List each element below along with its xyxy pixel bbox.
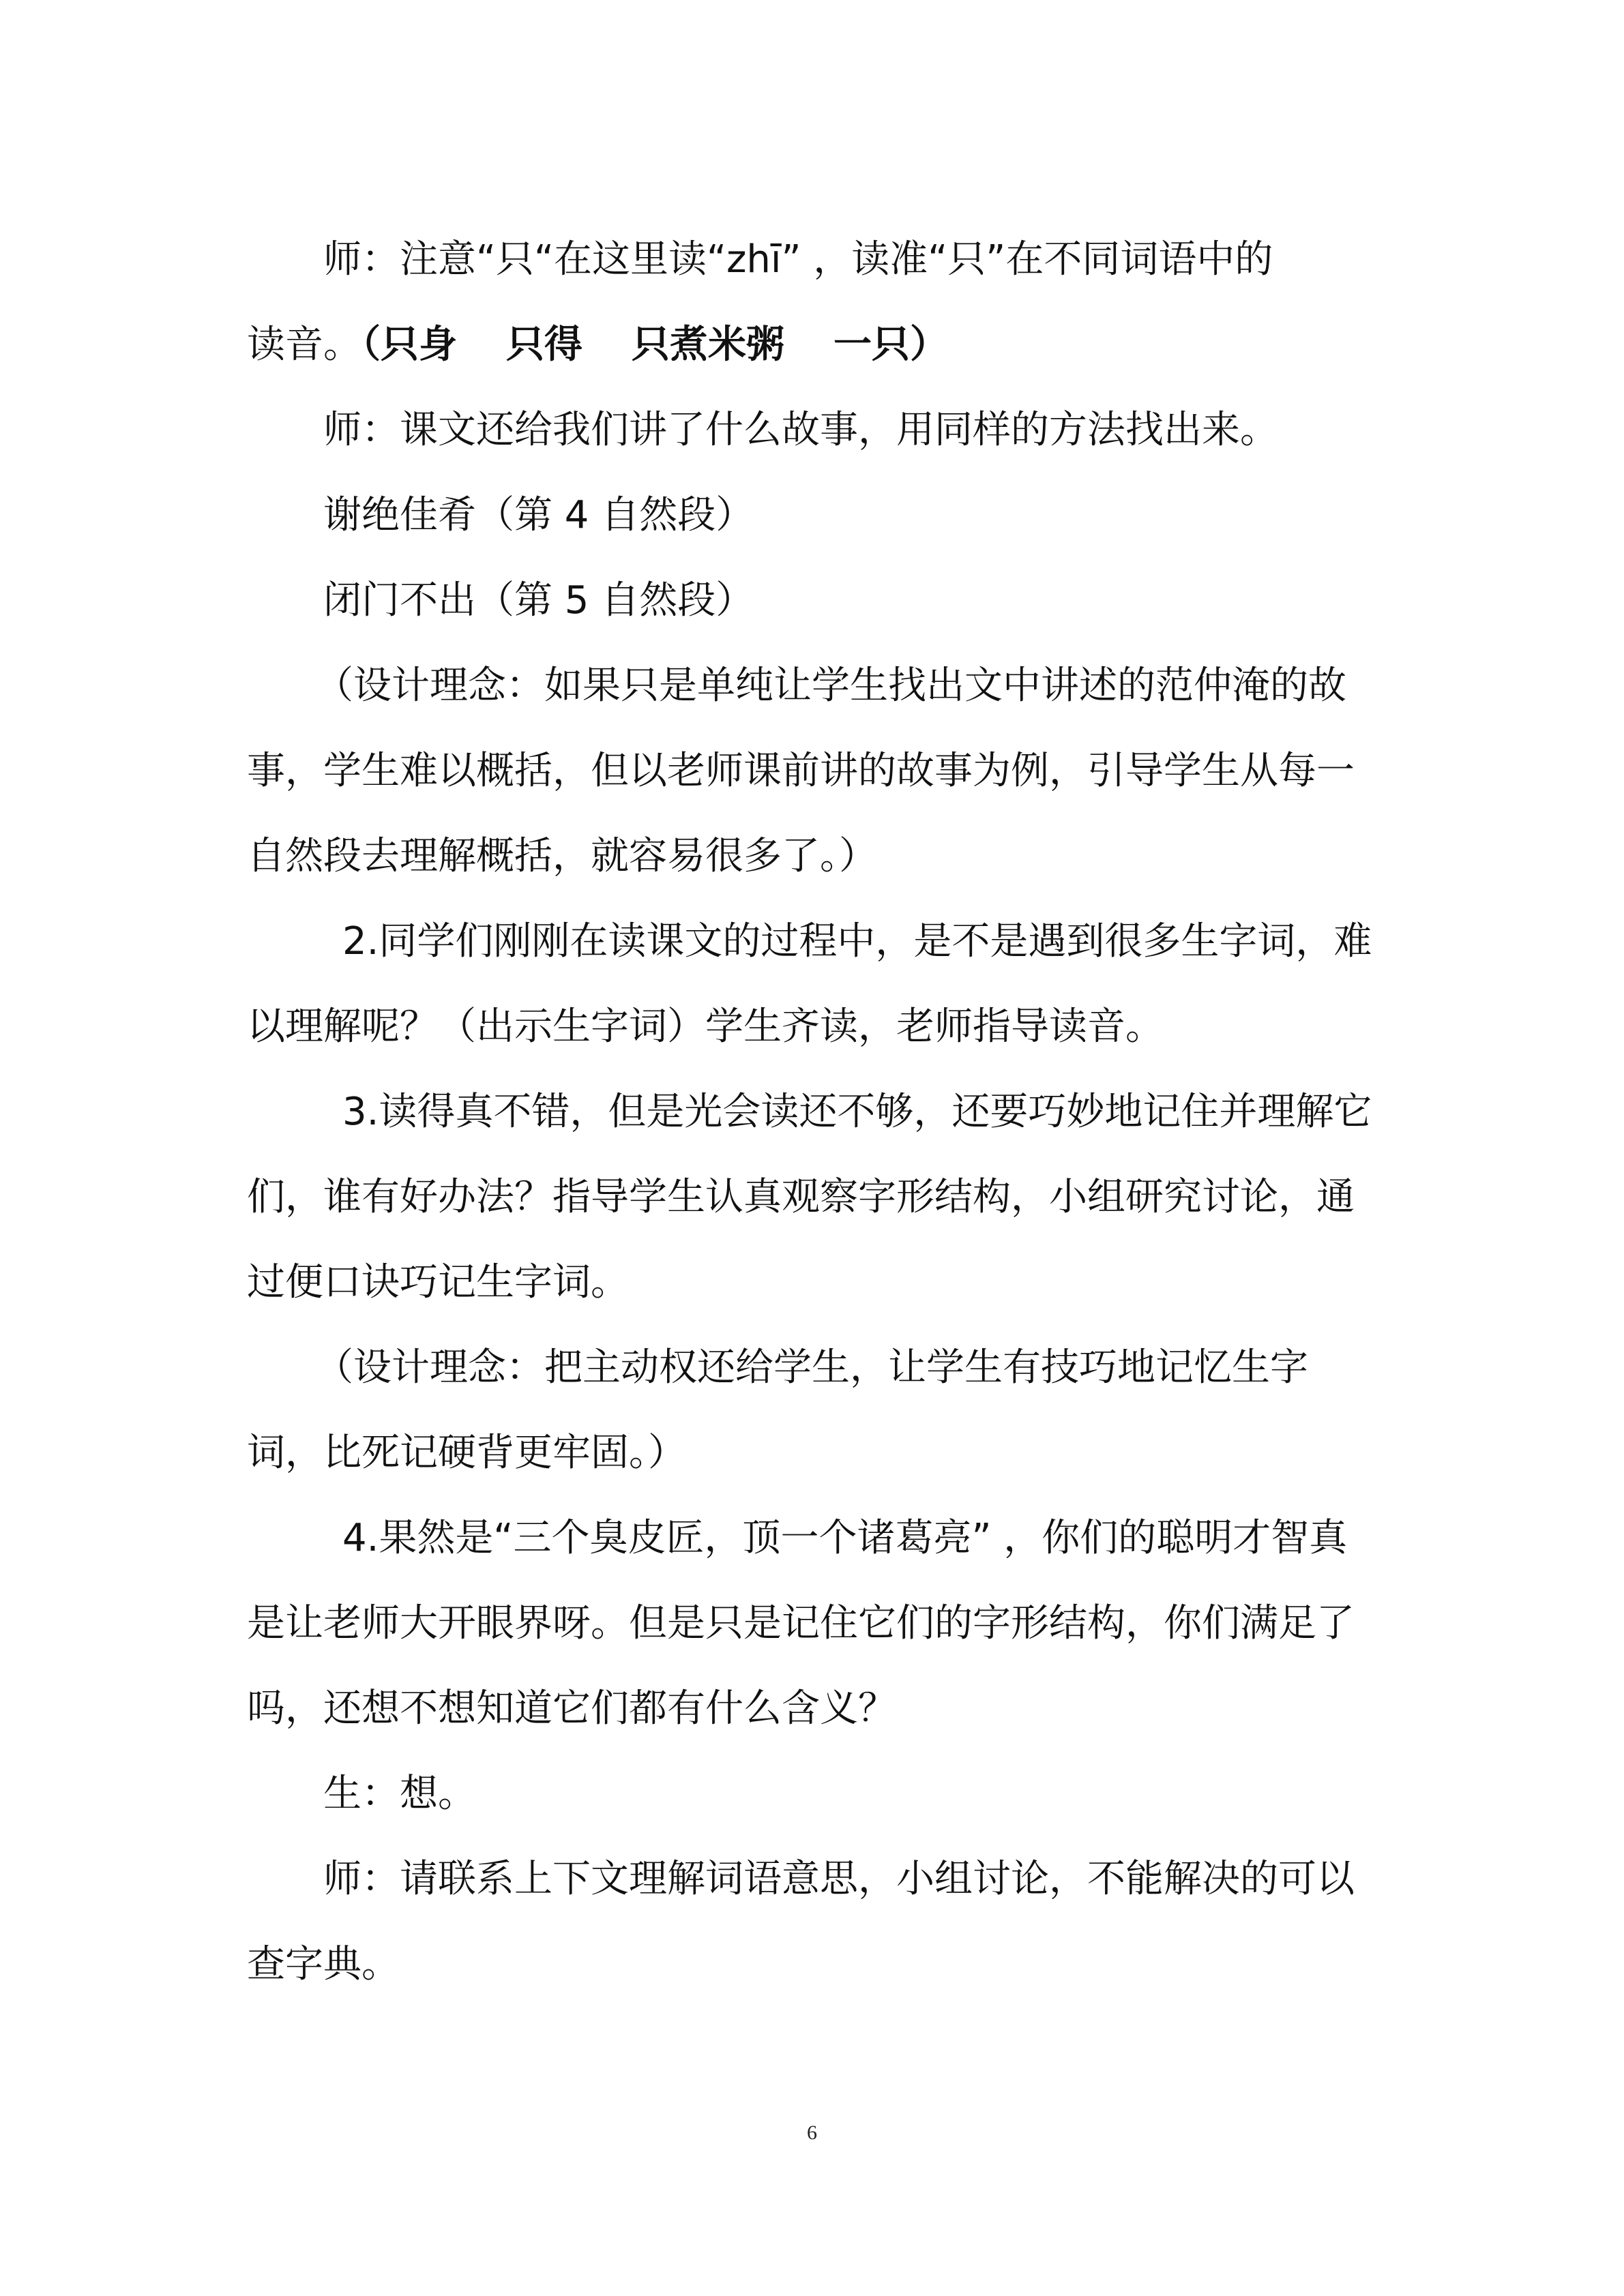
example-word: 只身: [381, 323, 457, 367]
text-line: 过便口诀巧记生字词。: [247, 1260, 629, 1304]
text-line: 2.同学们刚刚在读课文的过程中，是不是遇到很多生字词，难: [342, 919, 1372, 964]
paragraph-design-note-2: [247, 1325, 1393, 1495]
page-number: 6: [807, 2121, 817, 2144]
text-line: 自然段去理解概括，就容易很多了。）: [247, 834, 877, 878]
paragraph-student-answer: [247, 1751, 1393, 1836]
text-line: [247, 302, 1393, 387]
text-line: 师：课文还给我们讲了什么故事，用同样的方法找出来。: [323, 408, 1278, 452]
text-line: 师：请联系上下文理解词语意思，小组讨论，不能解决的可以: [323, 1857, 1355, 1901]
open-paren: （: [361, 323, 381, 367]
text-line: 以理解呢？（出示生字词）学生齐读，老师指导读音。: [247, 1004, 1164, 1049]
text-line: 吗，还想不想知道它们都有什么含义？: [247, 1686, 896, 1731]
text-line: 词，比死记硬背更牢固。）: [247, 1431, 686, 1475]
paragraph-story-1: [247, 473, 1393, 558]
text-line: 事，学生难以概括，但以老师课前讲的故事为例，引导学生从每一: [247, 749, 1355, 793]
text-segment: 读音。: [247, 323, 361, 367]
text-line: 生：想。: [323, 1772, 476, 1816]
paragraph-story-2: [247, 558, 1393, 643]
example-word: 只得: [506, 323, 582, 367]
text-line: 们，谁有好办法？指导学生认真观察字形结构，小组研究讨论，通: [247, 1175, 1355, 1219]
text-line: （设计理念：如果只是单纯让学生找出文中讲述的范仲淹的故: [315, 664, 1346, 708]
example-word: 一只: [833, 323, 910, 367]
text-line: （设计理念：把主动权还给学生，让学生有技巧地记忆生字: [315, 1345, 1308, 1390]
paragraph-teacher-instruction: [247, 1836, 1393, 2007]
text-line: 3.读得真不错，但是光会读还不够，还要巧妙地记住并理解它: [342, 1090, 1372, 1134]
close-paren: ）: [910, 323, 948, 367]
text-line: 4.果然是“三个臭皮匠，顶一个诸葛亮” ，你们的聪明才智真: [342, 1516, 1348, 1560]
document-body: [247, 217, 1393, 2007]
paragraph-design-note-1: [247, 643, 1393, 899]
paragraph-step-4: [247, 1495, 1393, 1751]
text-line: 师：注意“只“在这里读“zhī” ，读准“只”在不同词语中的: [323, 237, 1273, 282]
text-line: 谢绝佳肴（第 4 自然段）: [323, 493, 754, 537]
paragraph-pronunciation-note: [247, 217, 1393, 387]
text-line: 查字典。: [247, 1942, 400, 1986]
example-word: 只煮米粥: [632, 323, 784, 367]
paragraph-step-2: [247, 899, 1393, 1069]
text-line: 是让老师大开眼界呀。但是只是记住它们的字形结构，你们满足了: [247, 1601, 1355, 1645]
text-line: 闭门不出（第 5 自然段）: [323, 578, 754, 623]
paragraph-teacher-question: [247, 387, 1393, 473]
paragraph-step-3: [247, 1069, 1393, 1325]
